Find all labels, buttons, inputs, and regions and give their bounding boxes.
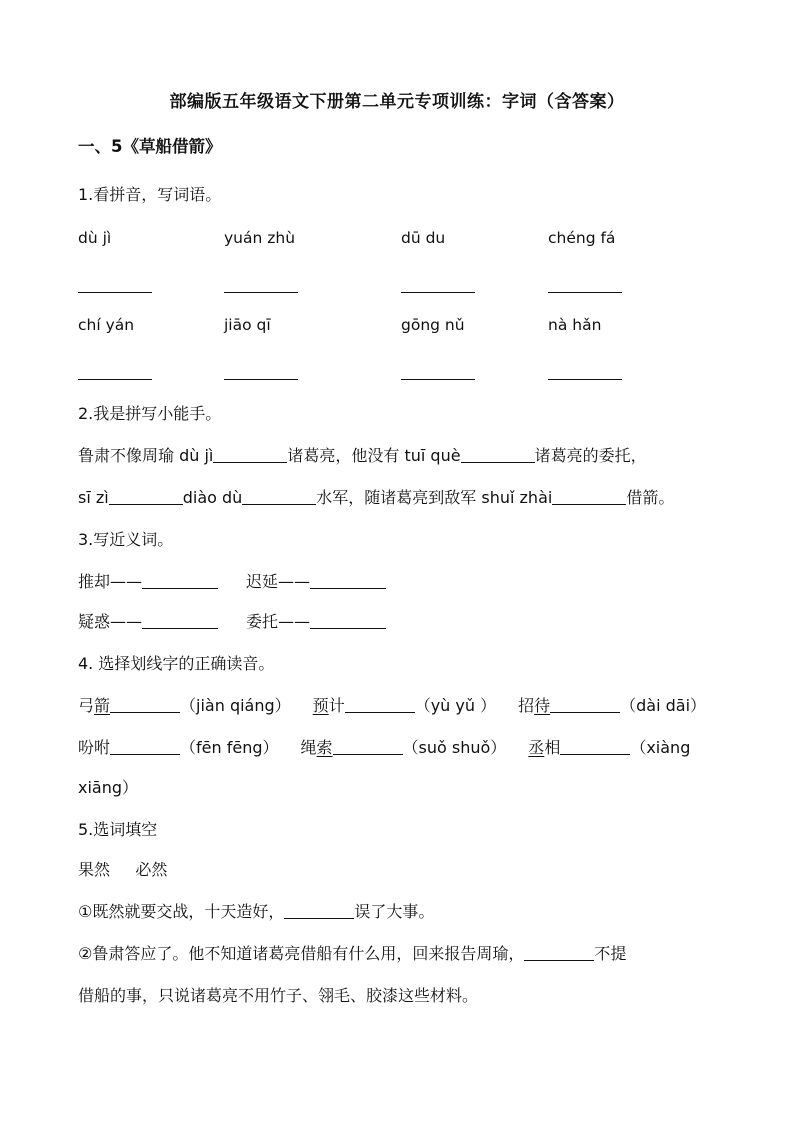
text: 吩咐 <box>78 738 111 757</box>
answer-blank[interactable] <box>550 696 620 713</box>
text: 绳 <box>300 738 317 757</box>
reading-row-3: xiāng） <box>78 778 139 797</box>
reading-row-2 <box>78 737 736 759</box>
reading-row-1 <box>78 695 736 717</box>
answer-blank[interactable] <box>224 276 298 293</box>
synonym-word: 委托—— <box>246 612 311 631</box>
answer-blank-row-1 <box>78 276 736 298</box>
underlined-char: 待 <box>534 696 551 715</box>
answer-blank[interactable] <box>552 488 626 505</box>
text: 不提 <box>594 944 627 963</box>
synonym-row-1 <box>78 571 736 593</box>
answer-blank[interactable] <box>560 738 630 755</box>
text: 计 <box>328 696 345 715</box>
sentence-2 <box>78 943 736 965</box>
answer-blank[interactable] <box>461 446 535 463</box>
answer-blank[interactable] <box>142 612 218 629</box>
pinyin-item: nà hǎn <box>548 316 602 334</box>
question-2-line-2 <box>78 487 736 509</box>
pinyin-item: yuán zhù <box>224 229 296 247</box>
pinyin-options: （xiàng <box>630 738 691 757</box>
pinyin-item: gōng nǔ <box>401 316 465 334</box>
answer-blank[interactable] <box>401 276 475 293</box>
question-2-line-1 <box>78 445 736 467</box>
answer-blank[interactable] <box>110 738 180 755</box>
pinyin-item: chí yán <box>78 316 135 334</box>
answer-blank[interactable] <box>310 612 386 629</box>
text: 诸葛亮，他没有 tuī què <box>287 446 461 465</box>
pinyin-item: jiāo qī <box>224 316 271 334</box>
sentence-1 <box>78 901 736 923</box>
question-1-label: 1.看拼音，写词语。 <box>78 185 222 204</box>
answer-blank[interactable] <box>213 446 287 463</box>
answer-blank[interactable] <box>548 363 622 380</box>
pinyin-options: （jiàn qiáng） <box>180 696 291 715</box>
synonym-row-2 <box>78 611 736 633</box>
pinyin-options: （yù yǔ ） <box>414 696 497 715</box>
answer-blank[interactable] <box>401 363 475 380</box>
pinyin-options: （fēn fēng） <box>180 738 279 757</box>
underlined-char: 箭 <box>94 696 111 715</box>
underlined-char: 预 <box>312 696 329 715</box>
question-5-label: 5.选词填空 <box>78 820 158 839</box>
pinyin-options: （dài dāi） <box>620 696 707 715</box>
synonym-word: 疑惑—— <box>78 612 143 631</box>
answer-blank[interactable] <box>78 276 152 293</box>
text: ②鲁肃答应了。他不知道诸葛亮借船有什么用，回来报告周瑜， <box>78 944 525 963</box>
text: diào dù <box>182 488 243 507</box>
answer-blank[interactable] <box>310 572 386 589</box>
answer-blank[interactable] <box>284 902 354 919</box>
text: 诸葛亮的委托， <box>534 446 647 465</box>
answer-blank[interactable] <box>224 363 298 380</box>
synonym-word: 迟延—— <box>246 572 311 591</box>
text: 招 <box>518 696 535 715</box>
text: ①既然就要交战，十天造好， <box>78 902 285 921</box>
answer-blank[interactable] <box>110 696 180 713</box>
text: 借箭。 <box>626 488 675 507</box>
answer-blank[interactable] <box>78 363 152 380</box>
pinyin-item: chéng fá <box>548 229 616 247</box>
question-3-label: 3.写近义词。 <box>78 530 174 549</box>
underlined-char: 索 <box>316 738 333 757</box>
text: 相 <box>544 738 561 757</box>
pinyin-row-1 <box>78 229 736 251</box>
underlined-char: 丞 <box>528 738 545 757</box>
question-2-label: 2.我是拼写小能手。 <box>78 404 222 423</box>
question-4-label: 4. 选择划线字的正确读音。 <box>78 654 275 673</box>
text: 水军，随诸葛亮到敌军 shuǐ zhài <box>316 488 553 507</box>
sentence-2-continued: 借船的事，只说诸葛亮不用竹子、翎毛、胶漆这些材料。 <box>78 986 479 1005</box>
answer-blank[interactable] <box>109 488 183 505</box>
answer-blank[interactable] <box>142 572 218 589</box>
text: 误了大事。 <box>354 902 435 921</box>
pinyin-item: dū du <box>401 229 446 247</box>
text: 鲁肃不像周瑜 dù jì <box>78 446 214 465</box>
answer-blank-row-2 <box>78 363 736 385</box>
page-title: 部编版五年级语文下册第二单元专项训练：字词（含答案） <box>169 92 625 112</box>
text: sī zì <box>78 488 109 507</box>
word-choices: 果然 必然 <box>78 860 168 879</box>
answer-blank[interactable] <box>524 944 594 961</box>
section-heading: 一、5《草船借箭》 <box>78 137 222 156</box>
pinyin-options: （suǒ shuǒ） <box>402 738 507 757</box>
answer-blank[interactable] <box>333 738 403 755</box>
answer-blank[interactable] <box>242 488 316 505</box>
pinyin-item: dù jì <box>78 229 112 247</box>
synonym-word: 推却—— <box>78 572 143 591</box>
text: 弓 <box>78 696 95 715</box>
answer-blank[interactable] <box>345 696 415 713</box>
pinyin-row-2 <box>78 316 736 338</box>
answer-blank[interactable] <box>548 276 622 293</box>
